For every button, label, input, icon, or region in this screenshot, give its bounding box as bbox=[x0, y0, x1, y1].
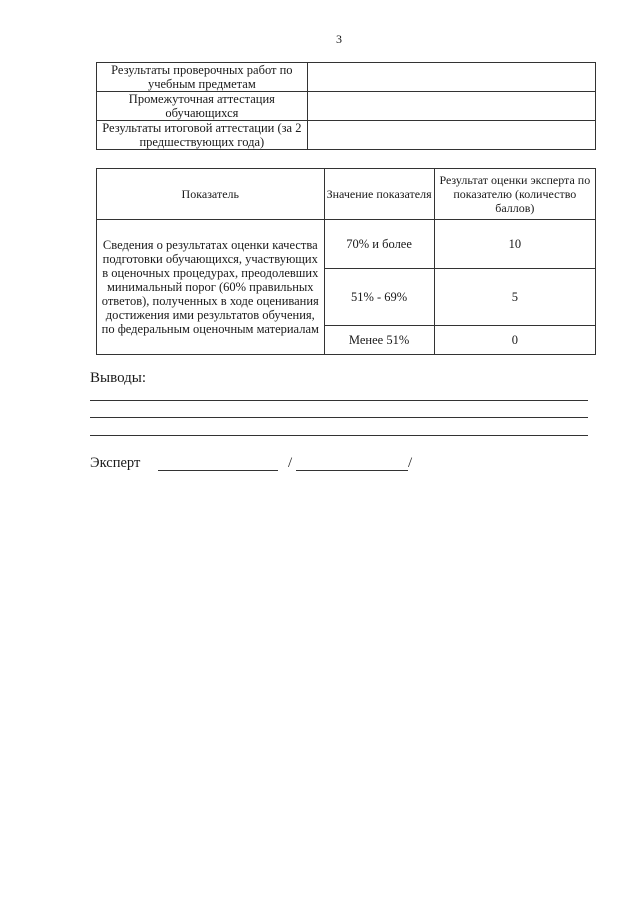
name-line[interactable] bbox=[296, 470, 408, 471]
header-indicator: Показатель bbox=[97, 169, 325, 220]
indicator-value: 70% и более bbox=[324, 220, 434, 269]
indicator-table bbox=[96, 168, 596, 355]
conclusions-line[interactable] bbox=[90, 417, 588, 418]
row-label: Результаты проверочных работ по учебным предметам bbox=[97, 63, 308, 92]
indicator-value: Менее 51% bbox=[324, 326, 434, 355]
name-separator: / bbox=[288, 455, 293, 471]
conclusions-line[interactable] bbox=[90, 435, 588, 436]
table-row bbox=[97, 121, 596, 150]
indicator-score: 0 bbox=[434, 326, 595, 355]
row-value[interactable] bbox=[307, 92, 595, 121]
expert-label: Эксперт bbox=[90, 455, 141, 471]
row-value[interactable] bbox=[307, 121, 595, 150]
indicator-description: Сведения о результатах оценки качества подготовки обучающихся, участвующих в оценочных процедурах, преодолевших минимальный порог (60% правильных ответов), полученных в ходе оценивания достижения ими результатов обучения, по федеральным оценочным материалам bbox=[97, 220, 325, 355]
page-number: 3 bbox=[336, 32, 342, 46]
table-row bbox=[97, 63, 596, 92]
indicator-value: 51% - 69% bbox=[324, 269, 434, 326]
indicator-score: 10 bbox=[434, 220, 595, 269]
signature-line[interactable] bbox=[158, 470, 278, 471]
row-value[interactable] bbox=[307, 63, 595, 92]
conclusions-line[interactable] bbox=[90, 400, 588, 401]
name-separator: / bbox=[408, 455, 413, 471]
header-score: Результат оценки эксперта по показателю (количество баллов) bbox=[434, 169, 595, 220]
table-row bbox=[97, 220, 596, 269]
table-row bbox=[97, 92, 596, 121]
header-value: Значение показателя bbox=[324, 169, 434, 220]
row-label: Промежуточная аттестация обучающихся bbox=[97, 92, 308, 121]
conclusions-label: Выводы: bbox=[90, 370, 147, 386]
row-label: Результаты итоговой аттестации (за 2 предшествующих года) bbox=[97, 121, 308, 150]
results-table bbox=[96, 62, 596, 150]
indicator-score: 5 bbox=[434, 269, 595, 326]
table-header-row bbox=[97, 169, 596, 220]
